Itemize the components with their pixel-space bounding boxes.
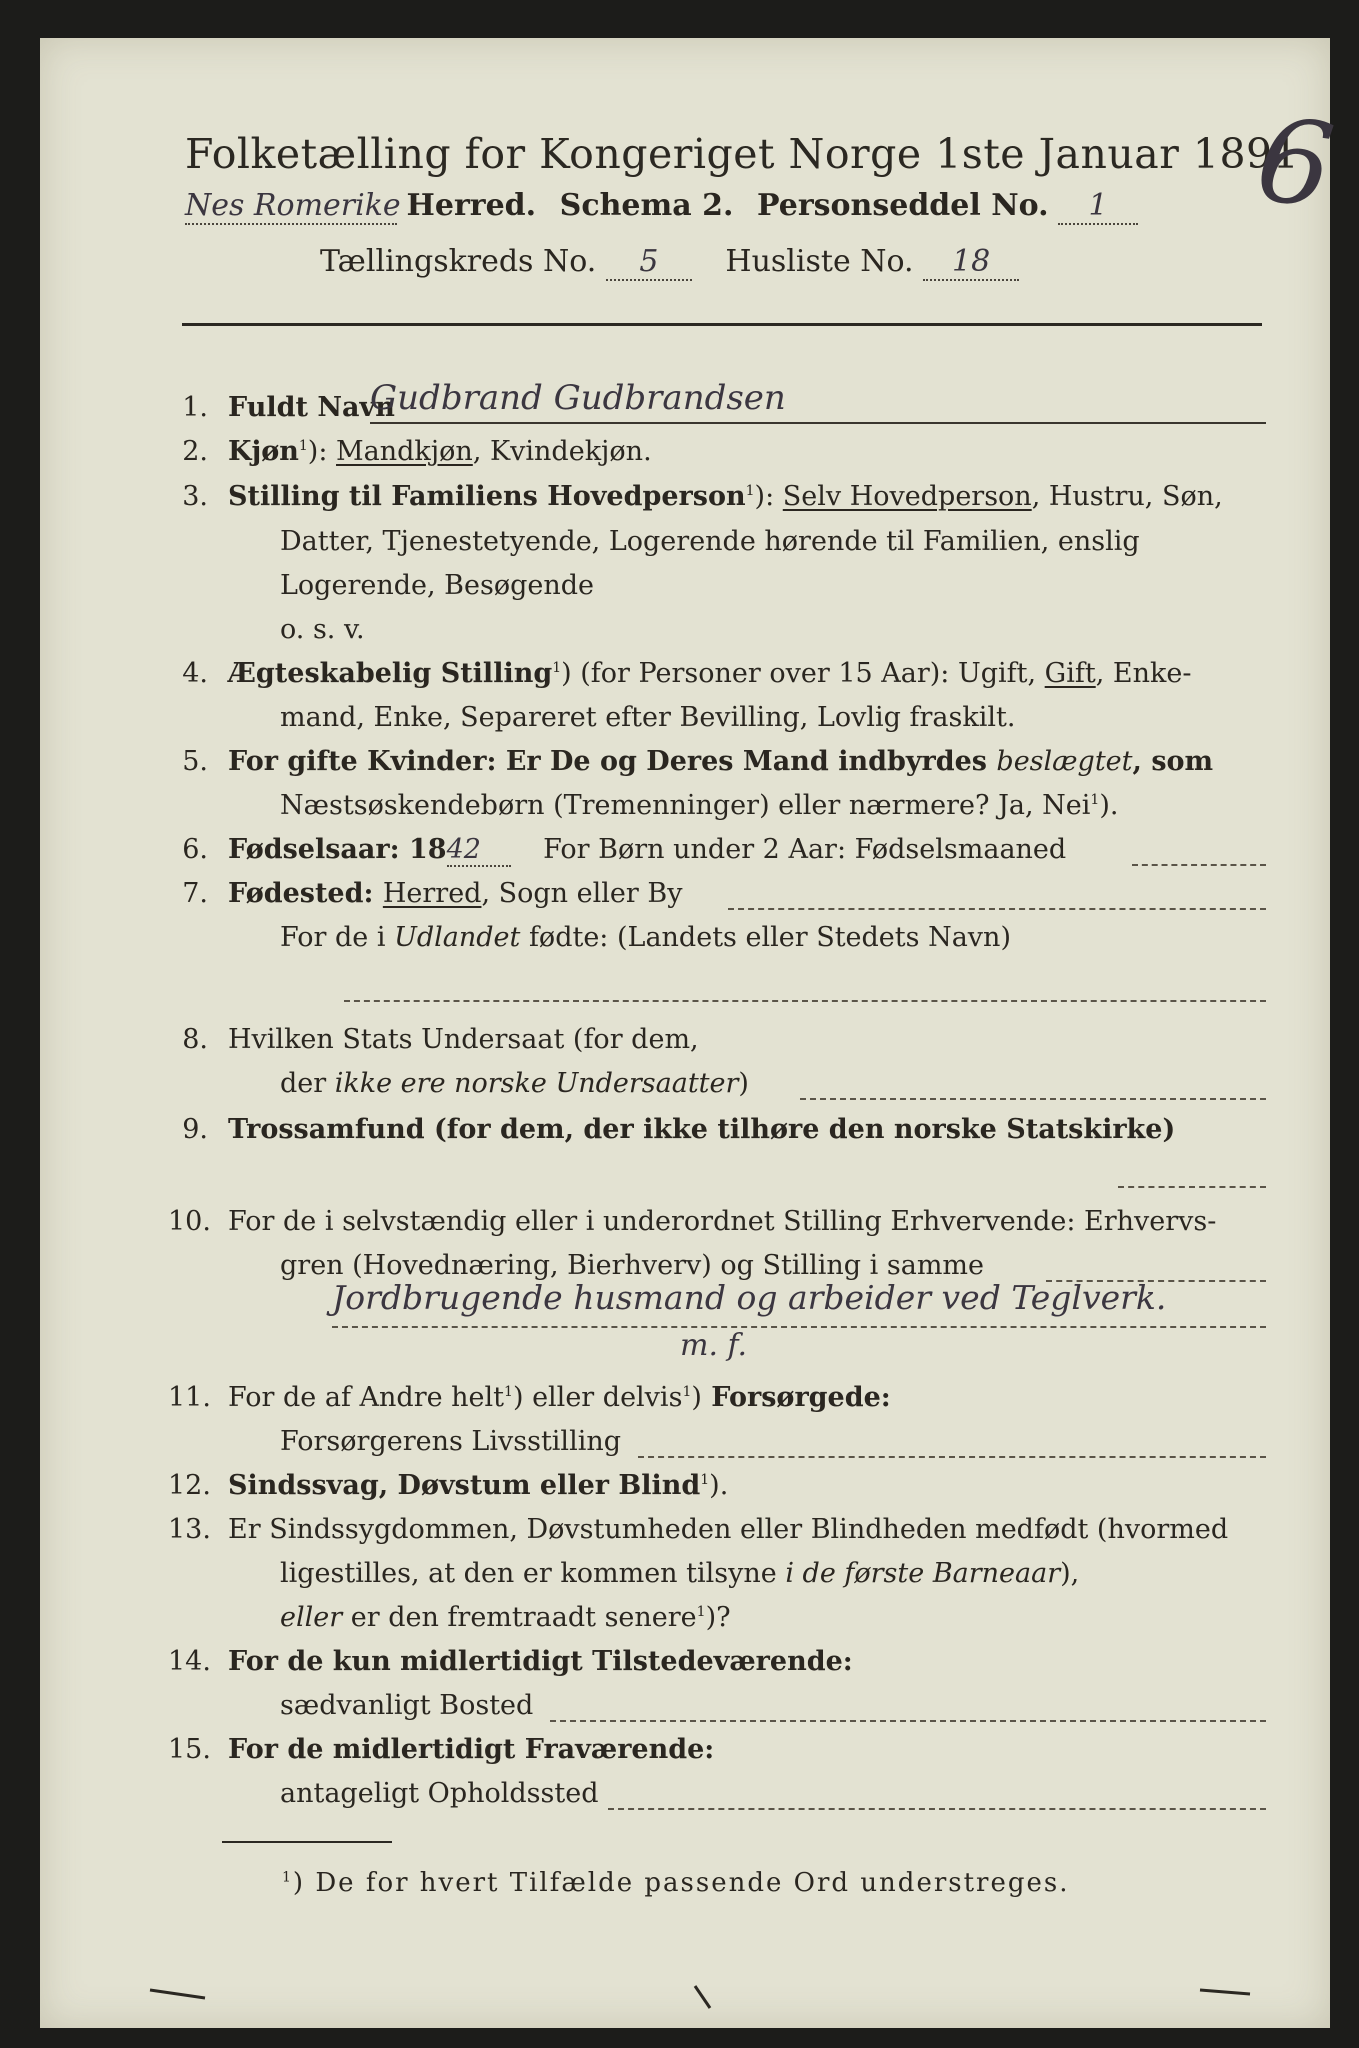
header-divider	[182, 323, 1262, 326]
marital-line-1: Ægteskabelig Stilling$^1$) (for Personer over 15 Aar): Ugift, Gift, Enke-	[228, 658, 1192, 689]
temporary-present-line-1: For de kun midlertidigt Tilstedeværende:	[228, 1646, 853, 1677]
occupation-line-2: gren (Hovednæring, Bierhverv) og Stilling i samme	[280, 1250, 985, 1281]
form-title: Folketælling for Kongeriget Norge 1ste Januar 1891	[185, 130, 1300, 178]
birth-year-value: 42	[447, 834, 511, 867]
temporary-present-line-2: sædvanligt Bosted	[280, 1690, 534, 1721]
religion-fill	[1118, 1186, 1266, 1188]
position-line-1: Stilling til Familiens Hovedperson$^1$): Selv Hovedperson, Hustru, Søn,	[228, 481, 1223, 512]
temporary-absent-line-2: antageligt Opholdssted	[280, 1778, 599, 1809]
occupation-value: Jordbrugende husmand og arbeider ved Teglverk.	[332, 1278, 1167, 1317]
herred-label: Herred.	[406, 188, 537, 223]
item-number: 5.	[182, 746, 208, 777]
dependent-line-1: For de af Andre helt$^1$) eller delvis$^1$) Forsørgede:	[228, 1382, 891, 1413]
birthplace-line-2: For de i Udlandet fødte: (Landets eller Stedets Navn)	[280, 922, 1011, 953]
item-number: 15.	[168, 1734, 211, 1765]
congenital-line-3: eller er den fremtraadt senere$^1$)?	[280, 1602, 731, 1633]
birthplace-line-1: Fødested: Herred, Sogn eller By	[228, 878, 683, 909]
item-number: 4.	[182, 658, 208, 689]
foreign-birthplace-fill	[344, 1000, 1266, 1002]
congenital-line-1: Er Sindssygdommen, Døvstumheden eller Blindheden medfødt (hvormed	[228, 1514, 1229, 1545]
item-number: 12.	[168, 1470, 211, 1501]
congenital-line-2: ligestilles, at den er kommen tilsyne i de første Barneaar),	[280, 1558, 1080, 1589]
occupation-fill-2	[332, 1326, 1266, 1328]
position-line-3: Logerende, Besøgende	[280, 570, 594, 601]
dependent-line-2: Forsørgerens Livsstilling	[280, 1426, 622, 1457]
position-line-2: Datter, Tjenestetyende, Logerende hørende til Familien, enslig	[280, 526, 1140, 557]
occupation-note: m. f.	[680, 1328, 748, 1363]
herred-line	[185, 188, 1138, 225]
citizenship-fill	[800, 1098, 1266, 1100]
item-number: 8.	[182, 1024, 208, 1055]
occupation-line-1: For de i selvstændig eller i underordnet Stilling Erhvervende: Erhvervs-	[228, 1206, 1217, 1237]
birth-year-line: Fødselsaar: 1842 For Børn under 2 Aar: Fødselsmaaned	[228, 834, 1067, 865]
citizenship-line-1: Hvilken Stats Undersaat (for dem,	[228, 1024, 699, 1055]
full-name-value: Gudbrand Gudbrandsen	[370, 378, 786, 418]
item-number: 11.	[168, 1382, 211, 1413]
item-number: 7.	[182, 878, 208, 909]
usual-residence-fill	[550, 1720, 1266, 1722]
item-number: 2.	[182, 436, 208, 467]
item-number: 3.	[182, 481, 208, 512]
item-number: 10.	[168, 1206, 211, 1237]
birthplace-selected: Herred	[382, 878, 482, 909]
item-number: 13.	[168, 1514, 211, 1545]
disability-line: Sindssvag, Døvstum eller Blind$^1$).	[228, 1470, 729, 1501]
item-number: 1.	[182, 392, 208, 423]
personseddel-no: 1	[1058, 188, 1138, 225]
personseddel-label: Personseddel No.	[756, 188, 1049, 223]
religion-line: Trossamfund (for dem, der ikke tilhøre den norske Statskirke)	[228, 1114, 1176, 1145]
position-selected: Selv Hovedperson	[782, 481, 1032, 512]
temporary-absent-line-1: For de midlertidigt Fraværende:	[228, 1734, 715, 1765]
birthplace-fill	[728, 908, 1266, 910]
birth-month-fill	[1132, 864, 1266, 866]
dependent-fill	[638, 1456, 1266, 1458]
footnote: $^1$) De for hvert Tilfælde passende Ord understreges.	[282, 1868, 1070, 1898]
kreds-no: 5	[606, 244, 692, 281]
full-name-label: Fuldt Navn	[228, 392, 395, 423]
kreds-line	[320, 244, 1019, 281]
item-number: 14.	[168, 1646, 211, 1677]
gender-line: Kjøn$^1$): Mandkjøn, Kvindekjøn.	[228, 436, 652, 467]
gender-selected: Mandkjøn	[336, 436, 473, 467]
page-mark: 6	[1248, 91, 1341, 236]
husliste-no: 18	[923, 244, 1019, 281]
stay-location-fill	[608, 1808, 1266, 1810]
item-number: 9.	[182, 1114, 208, 1145]
kreds-label: Tællingskreds No.	[320, 244, 597, 279]
item-number: 6.	[182, 834, 208, 865]
marital-selected: Gift	[1044, 658, 1096, 689]
married-women-line-1: For gifte Kvinder: Er De og Deres Mand indbyrdes beslægtet, som	[228, 746, 1214, 777]
scan-marks	[110, 1978, 1310, 2018]
marital-line-2: mand, Enke, Separeret efter Bevilling, Lovlig fraskilt.	[280, 702, 1016, 733]
herred-name: Nes Romerike	[185, 188, 401, 223]
schema-label: Schema 2.	[559, 188, 734, 223]
census-form-page	[40, 38, 1341, 2028]
married-women-line-2: Næstsøskendebørn (Tremenninger) eller nærmere? Ja, Nei$^1$).	[280, 790, 1119, 821]
position-line-4: o. s. v.	[280, 614, 365, 645]
citizenship-line-2: der ikke ere norske Undersaatter)	[280, 1068, 749, 1099]
footnote-divider	[222, 1841, 392, 1843]
husliste-label: Husliste No.	[725, 244, 914, 279]
full-name-line	[370, 422, 1266, 424]
